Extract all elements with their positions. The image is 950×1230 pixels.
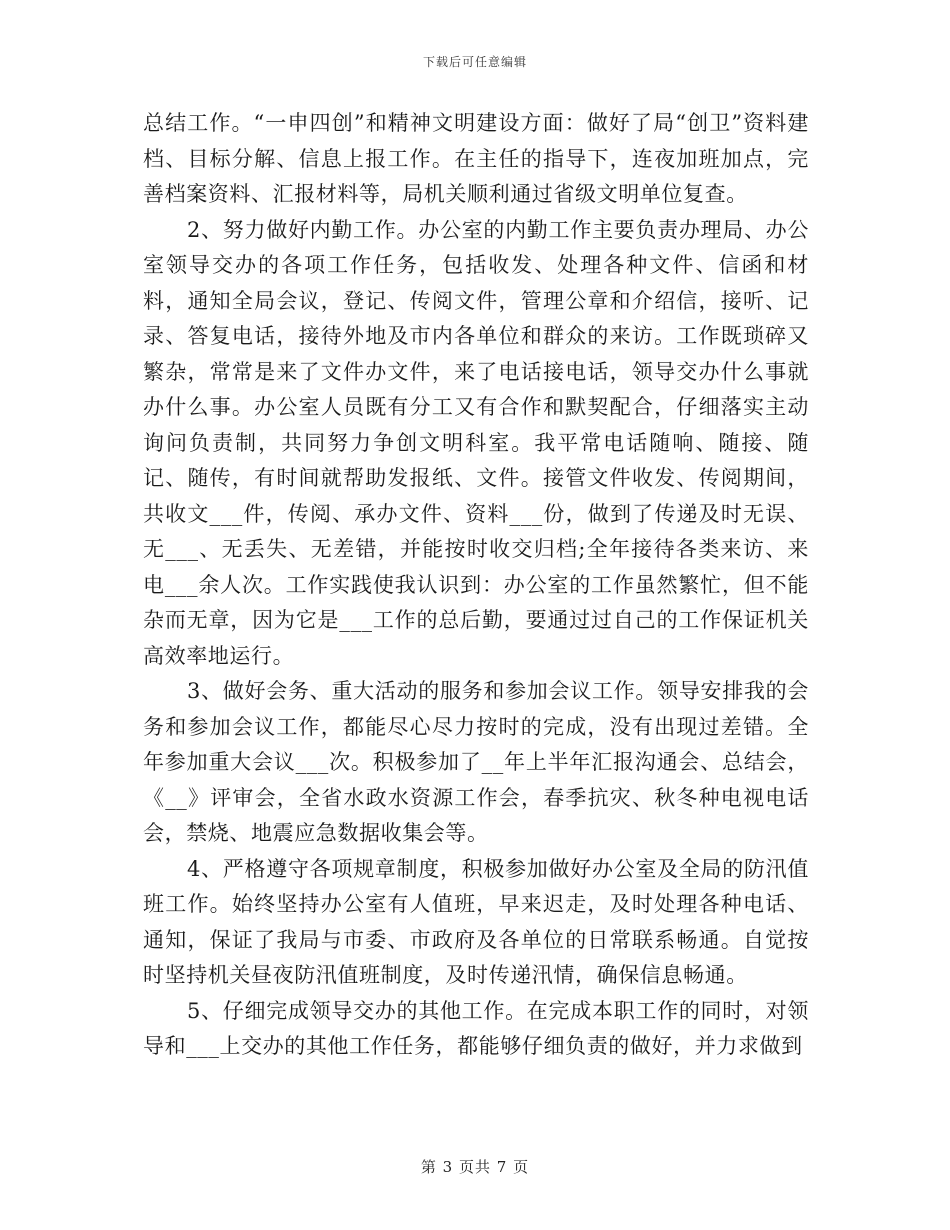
page-number: 第 3 页共 7 页 — [420, 1158, 530, 1176]
page-header: 下载后可任意编辑 — [422, 55, 527, 69]
paragraph-continuation: 总结工作。“一申四创”和精神文明建设方面：做好了局“创卫”资料建档、目标分解、信息上报工作。在主任的指导下，连夜加班加点，完善档案资料、汇报材料等，局机关顺利通过省级文明单位复查。 — [143, 111, 809, 206]
paragraph-item-2: 2、努力做好内勤工作。办公室的内勤工作主要负责办理局、办公室领导交办的各项工作任务，包括收发、处理各种文件、信函和材料，通知全局会议，登记、传阅文件，管理公章和介绍信，接听、记录、答复电话，接待外地及市内各单位和群众的来访。工作既琐碎又繁杂，常常是来了文件办文件，来了电话接电话，领导交办什么事就办什么事。办公室人员既有分工又有合作和默契配合，仔细落实主动询问负责制，共同努力争创文明科室。我平常电话随响、随接、随记、随传，有时间就帮助发报纸、文件。接管文件收发、传阅期间，共收文___件，传阅、承办文件、资料___份，做到了传递及时无误、无___、无丢失、无差错，并能按时收交归档;全年接待各类来访、来电___余人次。工作实践使我认识到：办公室的工作虽然繁忙，但不能杂而无章，因为它是___工作的总后勤，要通过过自己的工作保证机关高效率地运行。 — [143, 217, 809, 668]
paragraph-item-5: 5、仔细完成领导交办的其他工作。在完成本职工作的同时，对领导和___上交办的其他工作任务，都能够仔细负责的做好，并力求做到 — [143, 998, 809, 1058]
paragraph-item-4: 4、严格遵守各项规章制度，积极参加做好办公室及全局的防汛值班工作。始终坚持办公室有人值班，早来迟走，及时处理各种电话、通知，保证了我局与市委、市政府及各单位的日常联系畅通。自觉按时坚持机关昼夜防汛值班制度，及时传递汛情，确保信息畅通。 — [143, 856, 809, 987]
document-body — [143, 106, 809, 1065]
paragraph-item-3: 3、做好会务、重大活动的服务和参加会议工作。领导安排我的会务和参加会议工作，都能尽心尽力按时的完成，没有出现过差错。全年参加重大会议___次。积极参加了__年上半年汇报沟通会、总结会，《__》评审会，全省水政水资源工作会，春季抗灾、秋冬种电视电话会，禁烧、地震应急数据收集会等。 — [143, 679, 809, 845]
